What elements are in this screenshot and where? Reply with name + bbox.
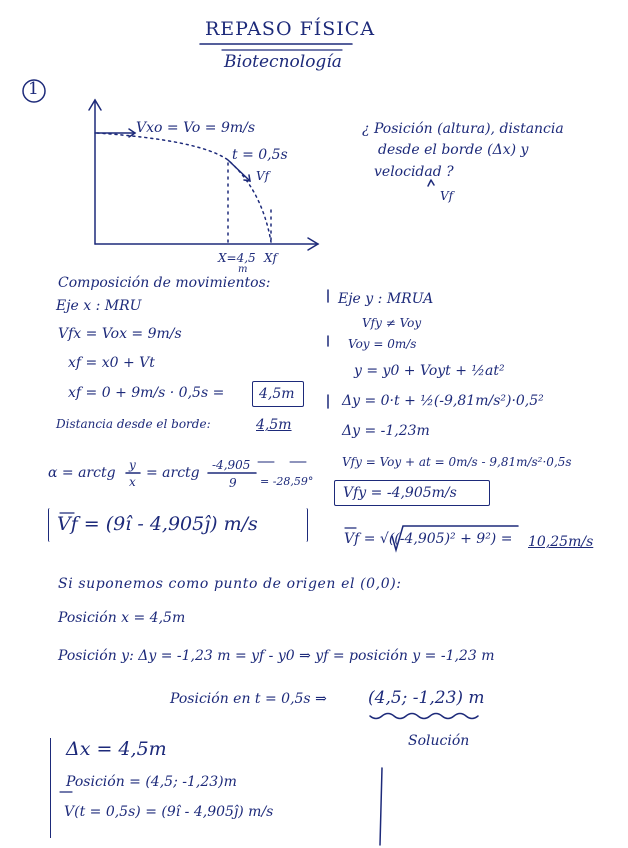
xf-result: 4,5m: [259, 386, 295, 402]
question-line-3: velocidad ?: [374, 164, 454, 180]
composition-heading: Composición de movimientos:: [58, 275, 271, 291]
diagram-t-label: t = 0,5s: [232, 147, 288, 163]
summary-velocity: V(t = 0,5s) = (9î - 4,905ĵ) m/s: [64, 804, 274, 820]
diagram-x1-label: X=4,5: [218, 251, 256, 265]
diagram-x1-unit: m: [238, 264, 248, 275]
xf-calculation: xf = 0 + 9m/s · 0,5s =: [68, 385, 225, 401]
problem-number: 1: [28, 79, 39, 99]
summary-position: Posición = (4,5; -1,23)m: [66, 774, 237, 790]
vfx-equation: Vfx = Vox = 9m/s: [58, 326, 182, 342]
vf-arrow: [228, 160, 250, 181]
position-y: Posición y: Δy = -1,23 m = yf - y0 ⇒ yf = posición y = -1,23 m: [58, 648, 495, 664]
vfy-equation: Vfy = Voy + at = 0m/s - 9,81m/s²·0,5s: [342, 455, 572, 469]
position-at-t-value: (4,5; -1,23) m: [368, 688, 485, 708]
vf-vector: Vf = (9î - 4,905ĵ) m/s: [57, 513, 258, 535]
solution-underline: [370, 714, 478, 719]
vf-modulus-result: 10,25m/s: [528, 534, 594, 550]
page-subtitle: Biotecnología: [224, 52, 342, 72]
vfy-result-box: [334, 480, 490, 506]
alpha-frac1-num: y: [129, 458, 136, 472]
summary-bracket: [50, 738, 51, 838]
vfy-not-equal: Vfy ≠ Voy: [362, 316, 422, 330]
alpha-frac2-num: -4,905: [212, 458, 251, 472]
alpha-arctg-2: = arctg: [146, 465, 200, 481]
dy-result: Δy = -1,23m: [342, 423, 430, 439]
problem-number-circle: [23, 80, 45, 102]
origin-statement: Si suponemos como punto de origen el (0,0):: [58, 576, 402, 592]
position-at-t: Posición en t = 0,5s ⇒: [170, 691, 327, 707]
alpha-label: α = arctg: [48, 465, 116, 481]
dy-calculation: Δy = 0·t + ½(-9,81m/s²)·0,5²: [342, 393, 544, 409]
page-title: REPASO FÍSICA: [205, 18, 376, 40]
question-line-2: desde el borde (Δx) y: [378, 142, 529, 158]
distancia-value: 4,5m: [256, 417, 292, 433]
question-line-1: ¿ Posición (altura), distancia: [362, 121, 564, 137]
distancia-label: Distancia desde el borde:: [56, 417, 211, 431]
solution-label: Solución: [408, 733, 470, 749]
question-vf-note: Vf: [440, 189, 454, 203]
xf-equation: xf = x0 + Vt: [68, 355, 155, 371]
y-equation: y = y0 + Voyt + ½at²: [354, 363, 505, 379]
voy-value: Voy = 0m/s: [348, 337, 417, 351]
diagram-x2-label: Xf: [264, 251, 277, 265]
xf-result-box: [252, 381, 304, 407]
eje-x-heading: Eje x : MRU: [56, 298, 142, 314]
alpha-frac2-den: 9: [229, 476, 237, 490]
vf-vector-box: [48, 508, 308, 542]
alpha-frac1-den: x: [129, 475, 136, 489]
vf-modulus: Vf = √((-4,905)² + 9²) =: [344, 531, 513, 547]
diagram-vf-label: Vf: [256, 169, 270, 183]
eje-y-heading: Eje y : MRUA: [338, 291, 434, 307]
alpha-result: = -28,59°: [260, 475, 314, 488]
diagram-v0-label: Vxo = Vo = 9m/s: [136, 120, 256, 136]
vfy-result: Vfy = -4,905m/s: [343, 485, 457, 501]
position-x: Posición x = 4,5m: [58, 610, 186, 626]
summary-dx: Δx = 4,5m: [66, 738, 167, 760]
